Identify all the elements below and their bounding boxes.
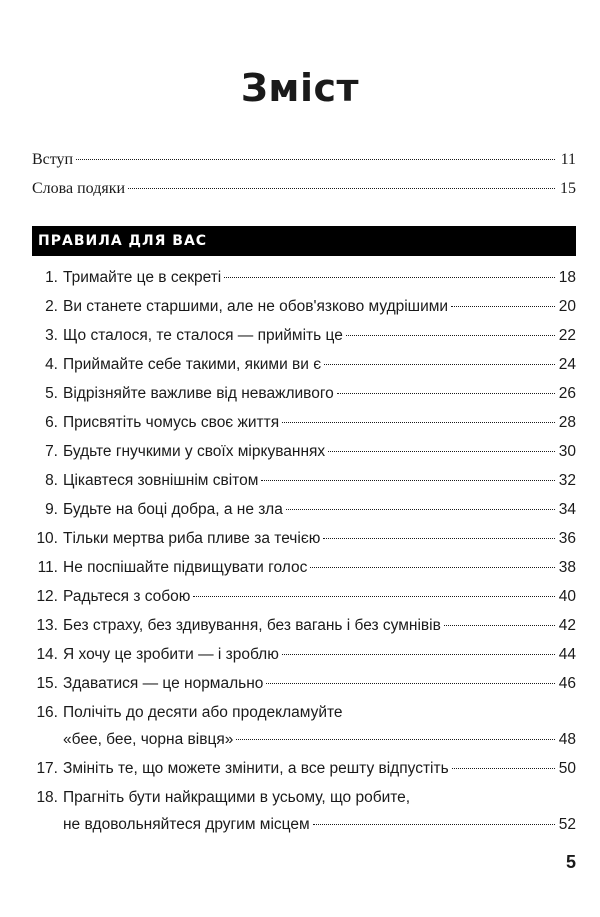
dot-leader bbox=[286, 509, 555, 510]
toc-entry[interactable] bbox=[32, 645, 576, 674]
toc-entry-text: Приймайте себе такими, якими ви є bbox=[63, 356, 322, 373]
rule-number: 4. bbox=[45, 356, 58, 373]
toc-page-number: 24 bbox=[558, 356, 576, 373]
toc-entry-text: Що сталося, те сталося — прийміть це bbox=[63, 327, 343, 344]
rule-number: 17. bbox=[36, 760, 58, 777]
rule-number: 3. bbox=[45, 327, 58, 344]
dot-leader bbox=[452, 768, 555, 769]
page-number: 5 bbox=[565, 852, 576, 872]
page-title: Зміст bbox=[240, 66, 360, 110]
rule-number: 2. bbox=[45, 298, 58, 315]
dot-leader bbox=[323, 538, 555, 539]
toc-entry-text: Без страху, без здивування, без вагань і без сумнівів bbox=[63, 617, 441, 634]
toc-entry[interactable] bbox=[32, 529, 576, 558]
toc-entry-text: Полічіть до десяти або продекламуйте bbox=[63, 704, 343, 721]
toc-entry[interactable] bbox=[32, 355, 576, 384]
toc-page-number: 36 bbox=[558, 530, 576, 547]
rule-number: 5. bbox=[45, 385, 58, 402]
toc-page-number: 11 bbox=[560, 151, 576, 168]
rule-number: 11. bbox=[37, 559, 58, 576]
dot-leader bbox=[313, 824, 555, 825]
toc-entry-text: Тільки мертва риба пливе за течією bbox=[63, 530, 321, 547]
toc-page-number: 38 bbox=[558, 559, 576, 576]
toc-entry[interactable] bbox=[32, 471, 576, 500]
dot-leader bbox=[282, 422, 555, 423]
dot-leader bbox=[310, 567, 555, 568]
toc-entry-text: Не поспішайте підвищувати голос bbox=[63, 559, 308, 576]
toc-page-number: 18 bbox=[558, 269, 576, 286]
dot-leader bbox=[76, 159, 555, 160]
toc-entry-text: Будьте на боці добра, а не зла bbox=[63, 501, 283, 518]
rule-number: 9. bbox=[45, 501, 58, 518]
toc-page-number: 52 bbox=[558, 816, 576, 833]
toc-entry-text-continued: не вдовольняйтеся другим місцем bbox=[63, 816, 310, 833]
dot-leader bbox=[224, 277, 555, 278]
toc-entry[interactable] bbox=[32, 442, 576, 471]
toc-page-number: 50 bbox=[558, 760, 576, 777]
toc-entry-text: Тримайте це в секреті bbox=[63, 269, 222, 286]
toc-page-number: 30 bbox=[558, 443, 576, 460]
toc-entry-text: Прагніть бути найкращими в усьому, що робите, bbox=[63, 789, 411, 806]
toc-entry-text: Слова подяки bbox=[32, 180, 126, 197]
toc-entry[interactable] bbox=[32, 297, 576, 326]
rule-number: 18. bbox=[36, 789, 58, 806]
dot-leader bbox=[346, 335, 555, 336]
dot-leader bbox=[128, 188, 555, 189]
rule-number: 1. bbox=[45, 269, 58, 286]
dot-leader bbox=[266, 683, 555, 684]
toc-entry[interactable] bbox=[32, 616, 576, 645]
rule-number: 12. bbox=[36, 588, 58, 605]
rule-number: 6. bbox=[45, 414, 58, 431]
dot-leader bbox=[193, 596, 555, 597]
dot-leader bbox=[282, 654, 555, 655]
toc-page-number: 44 bbox=[558, 646, 576, 663]
toc-page-number: 28 bbox=[558, 414, 576, 431]
toc-entry-text: Здаватися — це нормально bbox=[63, 675, 264, 692]
toc-entry[interactable] bbox=[32, 759, 576, 788]
rule-number: 7. bbox=[45, 443, 58, 460]
dot-leader bbox=[261, 480, 555, 481]
toc-entry-intro[interactable] bbox=[32, 150, 576, 179]
toc-entry-multiline[interactable] bbox=[32, 703, 576, 759]
rule-number: 10. bbox=[36, 530, 58, 547]
dot-leader bbox=[337, 393, 555, 394]
dot-leader bbox=[324, 364, 555, 365]
toc-entry-text: Цікавтеся зовнішнім світом bbox=[63, 472, 259, 489]
toc-entry[interactable] bbox=[32, 384, 576, 413]
dot-leader bbox=[236, 739, 555, 740]
toc-entry[interactable] bbox=[32, 587, 576, 616]
rule-number: 16. bbox=[36, 704, 58, 721]
toc-page-number: 48 bbox=[558, 731, 576, 748]
rule-number: 8. bbox=[45, 472, 58, 489]
toc-entry-text: Вступ bbox=[32, 151, 74, 168]
rule-number: 13. bbox=[36, 617, 58, 634]
toc-page-number: 26 bbox=[558, 385, 576, 402]
toc-entry[interactable] bbox=[32, 500, 576, 529]
toc-page-number: 34 bbox=[558, 501, 576, 518]
toc-entry-multiline[interactable] bbox=[32, 788, 576, 844]
toc-page-number: 46 bbox=[558, 675, 576, 692]
toc-entry-text: Присвятіть чомусь своє життя bbox=[63, 414, 280, 431]
rules-list bbox=[32, 268, 576, 844]
toc-entry-text: Ви станете старшими, але не обов'язково мудрішими bbox=[63, 298, 449, 315]
toc-entry[interactable] bbox=[32, 326, 576, 355]
section-header: ПРАВИЛА ДЛЯ ВАС bbox=[32, 226, 576, 256]
toc-entry-text: Радьтеся з собою bbox=[63, 588, 191, 605]
toc-entry[interactable] bbox=[32, 674, 576, 703]
toc-page-number: 42 bbox=[558, 617, 576, 634]
toc-entry-acknowledgements[interactable] bbox=[32, 179, 576, 208]
dot-leader bbox=[444, 625, 555, 626]
toc-page-number: 40 bbox=[558, 588, 576, 605]
toc-entry-text: Я хочу це зробити — і зроблю bbox=[63, 646, 279, 663]
toc-page-number: 32 bbox=[558, 472, 576, 489]
toc-page-number: 22 bbox=[558, 327, 576, 344]
toc-page-number: 20 bbox=[558, 298, 576, 315]
toc-entry[interactable] bbox=[32, 268, 576, 297]
dot-leader bbox=[328, 451, 555, 452]
dot-leader bbox=[451, 306, 555, 307]
toc-entry[interactable] bbox=[32, 558, 576, 587]
toc-entry-text: Відрізняйте важливе від неважливого bbox=[63, 385, 334, 402]
toc-entry-text: Будьте гнучкими у своїх міркуваннях bbox=[63, 443, 326, 460]
toc-entry-text: Змініть те, що можете змінити, а все решту відпустіть bbox=[63, 760, 449, 777]
toc-page-number: 15 bbox=[560, 180, 576, 197]
intro-list bbox=[32, 150, 576, 208]
rule-number: 15. bbox=[36, 675, 58, 692]
toc-entry[interactable] bbox=[32, 413, 576, 442]
toc-entry-text-continued: «бее, бее, чорна вівця» bbox=[63, 731, 234, 748]
rule-number: 14. bbox=[36, 646, 58, 663]
